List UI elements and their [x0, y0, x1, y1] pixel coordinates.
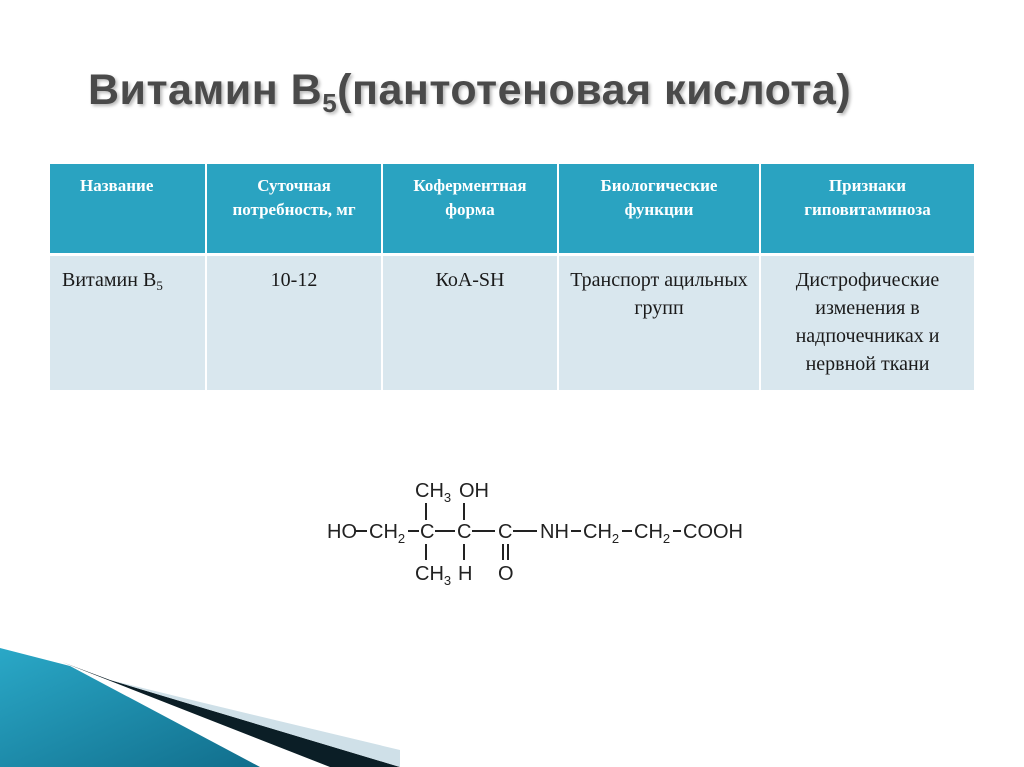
cell-deficiency: Дистрофические изменения в надпочечниках и нервной ткани: [761, 256, 974, 390]
header-functions: Биологические функции: [559, 164, 761, 256]
slide-title: Витамин $В_5(пантотеновая$ кислота): [88, 66, 852, 118]
corner-decoration: [0, 600, 400, 767]
formula-c1: C: [420, 521, 435, 543]
header-daily-need: Суточная потребность, мг: [207, 164, 383, 256]
table-header-row: [50, 164, 974, 256]
cell-daily-need: 10-12: [207, 256, 383, 390]
header-coenzyme-form: Коферментная форма: [383, 164, 559, 256]
vitamin-table: [50, 164, 974, 390]
formula-c3: C: [498, 521, 513, 543]
formula-ch2-b: $CH_2$: [583, 521, 620, 546]
header-name: Название: [50, 164, 207, 256]
formula-h-bottom: H: [458, 563, 473, 585]
formula-ch2-c: $CH_2$: [634, 521, 671, 546]
formula-c2: C: [457, 521, 472, 543]
formula-ch2-a: $CH_2$: [369, 521, 406, 546]
structural-formula: [323, 470, 743, 600]
table-row: [50, 256, 974, 390]
formula-nh: NH: [540, 521, 569, 543]
cell-functions: Транспорт ацильных групп: [559, 256, 761, 390]
formula-oh-top: OH: [459, 480, 489, 502]
formula-ho: HO: [327, 521, 357, 543]
header-deficiency: Признаки гиповитаминоза: [761, 164, 974, 256]
formula-cooh: COOH: [683, 521, 743, 543]
formula-ch3-bottom: $CH_3$: [415, 563, 452, 588]
formula-o-bottom: O: [498, 563, 514, 585]
cell-coenzyme-form: КоА-SH: [383, 256, 559, 390]
formula-ch3-top: $CH_3$: [415, 480, 452, 505]
pantothenic-acid-structure: [323, 470, 743, 600]
cell-name: Витамин $В_5$: [50, 256, 207, 390]
